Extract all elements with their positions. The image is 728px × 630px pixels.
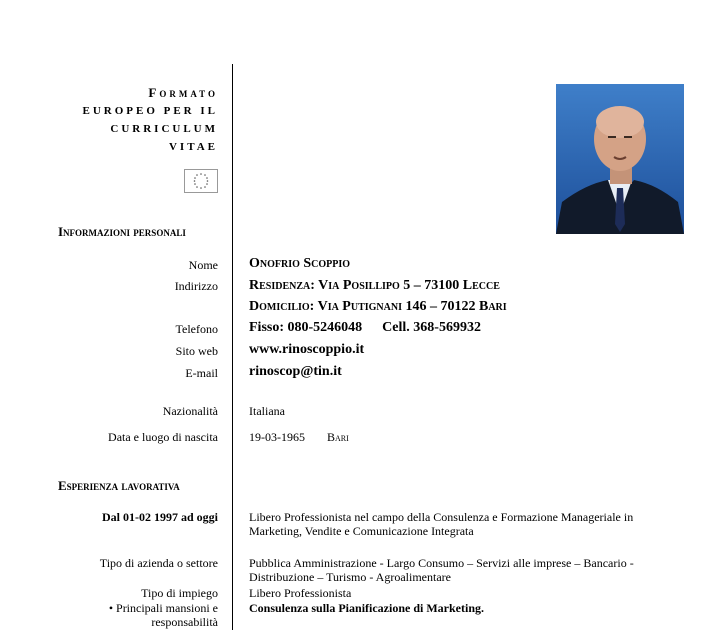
label-birth: Data e luogo di nascita [108, 430, 218, 444]
label-web: Sito web [175, 344, 218, 358]
value-name: Onofrio Scoppio [249, 256, 351, 271]
label-duties: • Principali mansioni e responsabilità [108, 601, 218, 629]
label-name: Nome [188, 258, 218, 272]
column-divider [232, 64, 233, 630]
work-description: Libero Professionista nel campo della Consulenza e Formazione Manageriale in Marketing, Vendite e Comunicazione Integrata [249, 510, 634, 538]
profile-photo [556, 84, 684, 234]
title-line: EUROPEO PER IL [82, 105, 218, 117]
label-nationality: Nazionalità [162, 404, 218, 418]
eu-flag-icon [184, 169, 218, 193]
value-domicilio: Domicilio: Via Putignani 146 – 70122 Bari [249, 299, 507, 314]
value-web[interactable]: www.rinoscoppio.it [249, 342, 365, 357]
value-nationality: Italiana [249, 404, 285, 418]
birth-place: Bari [327, 430, 349, 444]
value-birth [249, 430, 349, 445]
label-sector: Tipo di azienda o settore [99, 556, 218, 570]
title-line: CURRICULUM [110, 123, 218, 135]
label-address: Indirizzo [174, 279, 218, 293]
phone-fisso: Fisso: 080-5246048 [249, 320, 363, 335]
phone-cell: Cell. 368-569932 [382, 320, 481, 335]
value-email[interactable]: rinoscop@tin.it [249, 364, 342, 379]
value-sector: Pubblica Amministrazione - Largo Consumo – Servizi alle imprese – Bancario - Distribuzione – Turismo - Agroalimentare [249, 556, 634, 584]
value-phone [249, 320, 481, 336]
value-residenza: Residenza: Via Posillipo 5 – 73100 Lecce [249, 278, 500, 293]
birth-date: 19-03-1965 [249, 430, 305, 444]
value-employment: Libero Professionista [249, 586, 352, 600]
title-line: VITAE [168, 141, 218, 153]
title-line: Formato [148, 85, 218, 100]
label-phone: Telefono [175, 322, 218, 336]
section-heading-personal: Informazioni personali [58, 224, 186, 239]
cv-title [82, 84, 218, 156]
label-email: E-mail [185, 366, 218, 380]
value-duties: Consulenza sulla Pianificazione di Marketing. [249, 601, 485, 615]
section-heading-work: Esperienza lavorativa [58, 478, 180, 493]
label-employment: Tipo di impiego [141, 586, 218, 600]
work-period: Dal 01-02 1997 ad oggi [101, 510, 218, 524]
